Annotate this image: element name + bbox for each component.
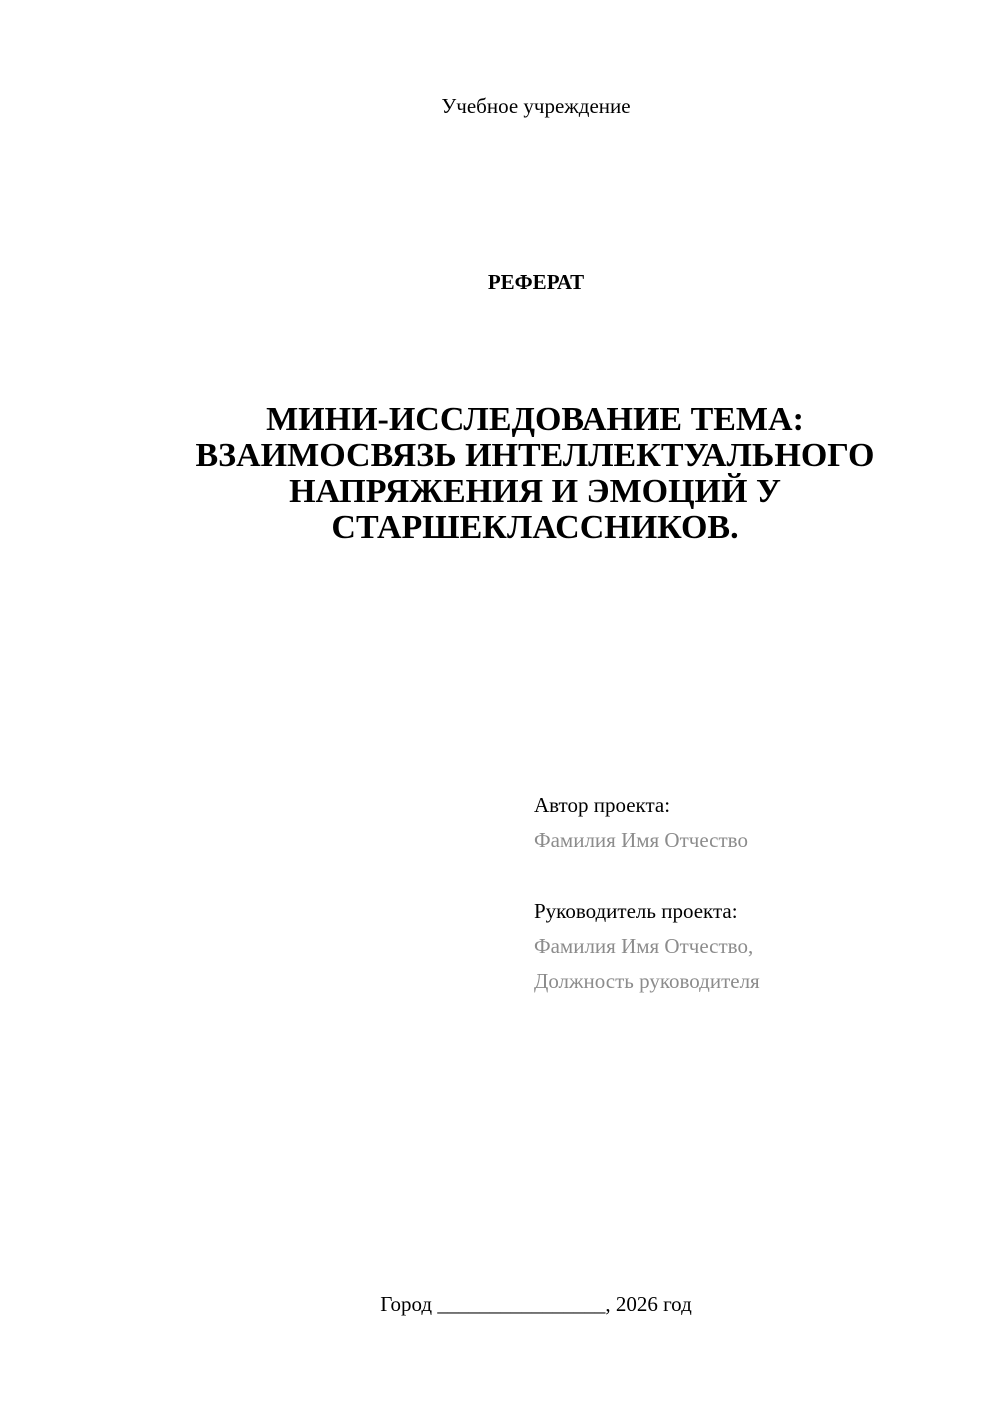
- title-line: НАПРЯЖЕНИЯ И ЭМОЦИЙ У: [289, 473, 781, 510]
- title-line: МИНИ-ИССЛЕДОВАНИЕ ТЕМА:: [266, 401, 804, 438]
- supervisor-position: Должность руководителя: [534, 969, 760, 993]
- document-title: [130, 402, 940, 546]
- city-year-line: Город ________________, 2026 год: [380, 1292, 692, 1316]
- supervisor-name: Фамилия Имя Отчество,: [534, 934, 754, 958]
- credits-block: [534, 788, 760, 999]
- supervisor-label: Руководитель проекта:: [534, 899, 738, 923]
- author-label: Автор проекта:: [534, 793, 671, 817]
- spacer: [534, 858, 760, 894]
- author-name: Фамилия Имя Отчество: [534, 828, 748, 852]
- title-line: ВЗАИМОСВЯЗЬ ИНТЕЛЛЕКТУАЛЬНОГО: [195, 437, 875, 474]
- title-line: СТАРШЕКЛАССНИКОВ.: [331, 509, 739, 546]
- institution-name: Учебное учреждение: [441, 94, 631, 118]
- document-type: РЕФЕРАТ: [487, 270, 585, 294]
